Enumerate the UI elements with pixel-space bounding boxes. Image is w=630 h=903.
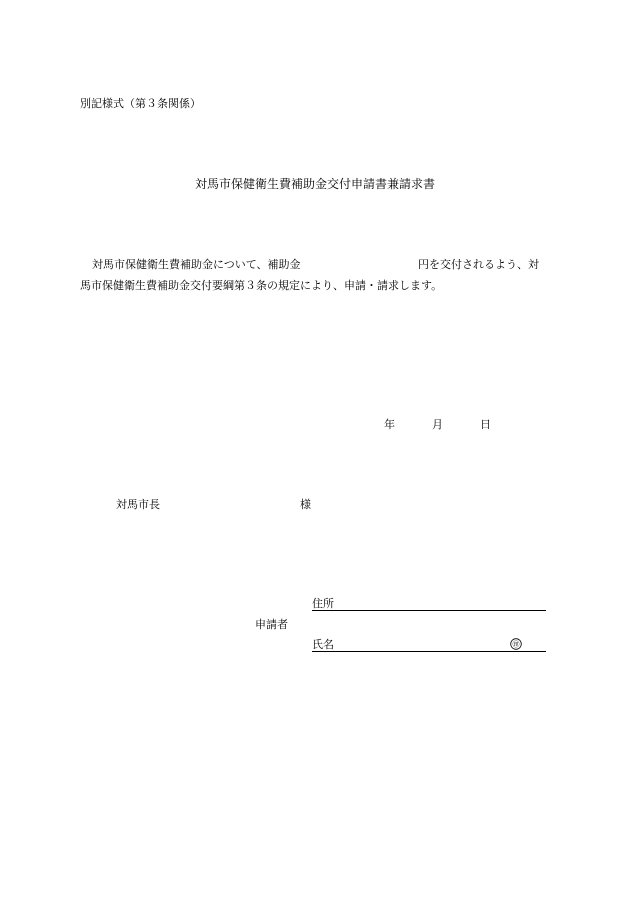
addressee-honorific: 様 xyxy=(300,498,311,511)
applicant-label: 申請者 xyxy=(255,618,288,631)
form-number-label: 別記様式（第３条関係） xyxy=(80,97,201,110)
seal-mark-text: ㊞ xyxy=(512,640,520,649)
date-day-label: 日 xyxy=(480,418,491,431)
body-text-line-1-continued: 円を交付されるよう、対 xyxy=(418,258,539,271)
date-year-label: 年 xyxy=(384,418,395,431)
body-text-line-2: 馬市保健衛生費補助金交付要綱第３条の規定により、申請・請求します。 xyxy=(80,279,443,292)
date-month-label: 月 xyxy=(432,418,443,431)
document-title: 対馬市保健衛生費補助金交付申請書兼請求書 xyxy=(194,177,435,191)
name-label: 氏名 xyxy=(312,638,334,651)
addressee-name: 対馬市長 xyxy=(116,498,160,511)
body-text-line-1: 対馬市保健衛生費補助金について、補助金 xyxy=(92,258,301,271)
seal-stamp-icon xyxy=(510,638,522,650)
amount-blank-field[interactable] xyxy=(313,257,417,270)
address-field[interactable] xyxy=(312,597,546,611)
address-label: 住所 xyxy=(312,597,334,610)
name-field[interactable] xyxy=(312,638,546,652)
